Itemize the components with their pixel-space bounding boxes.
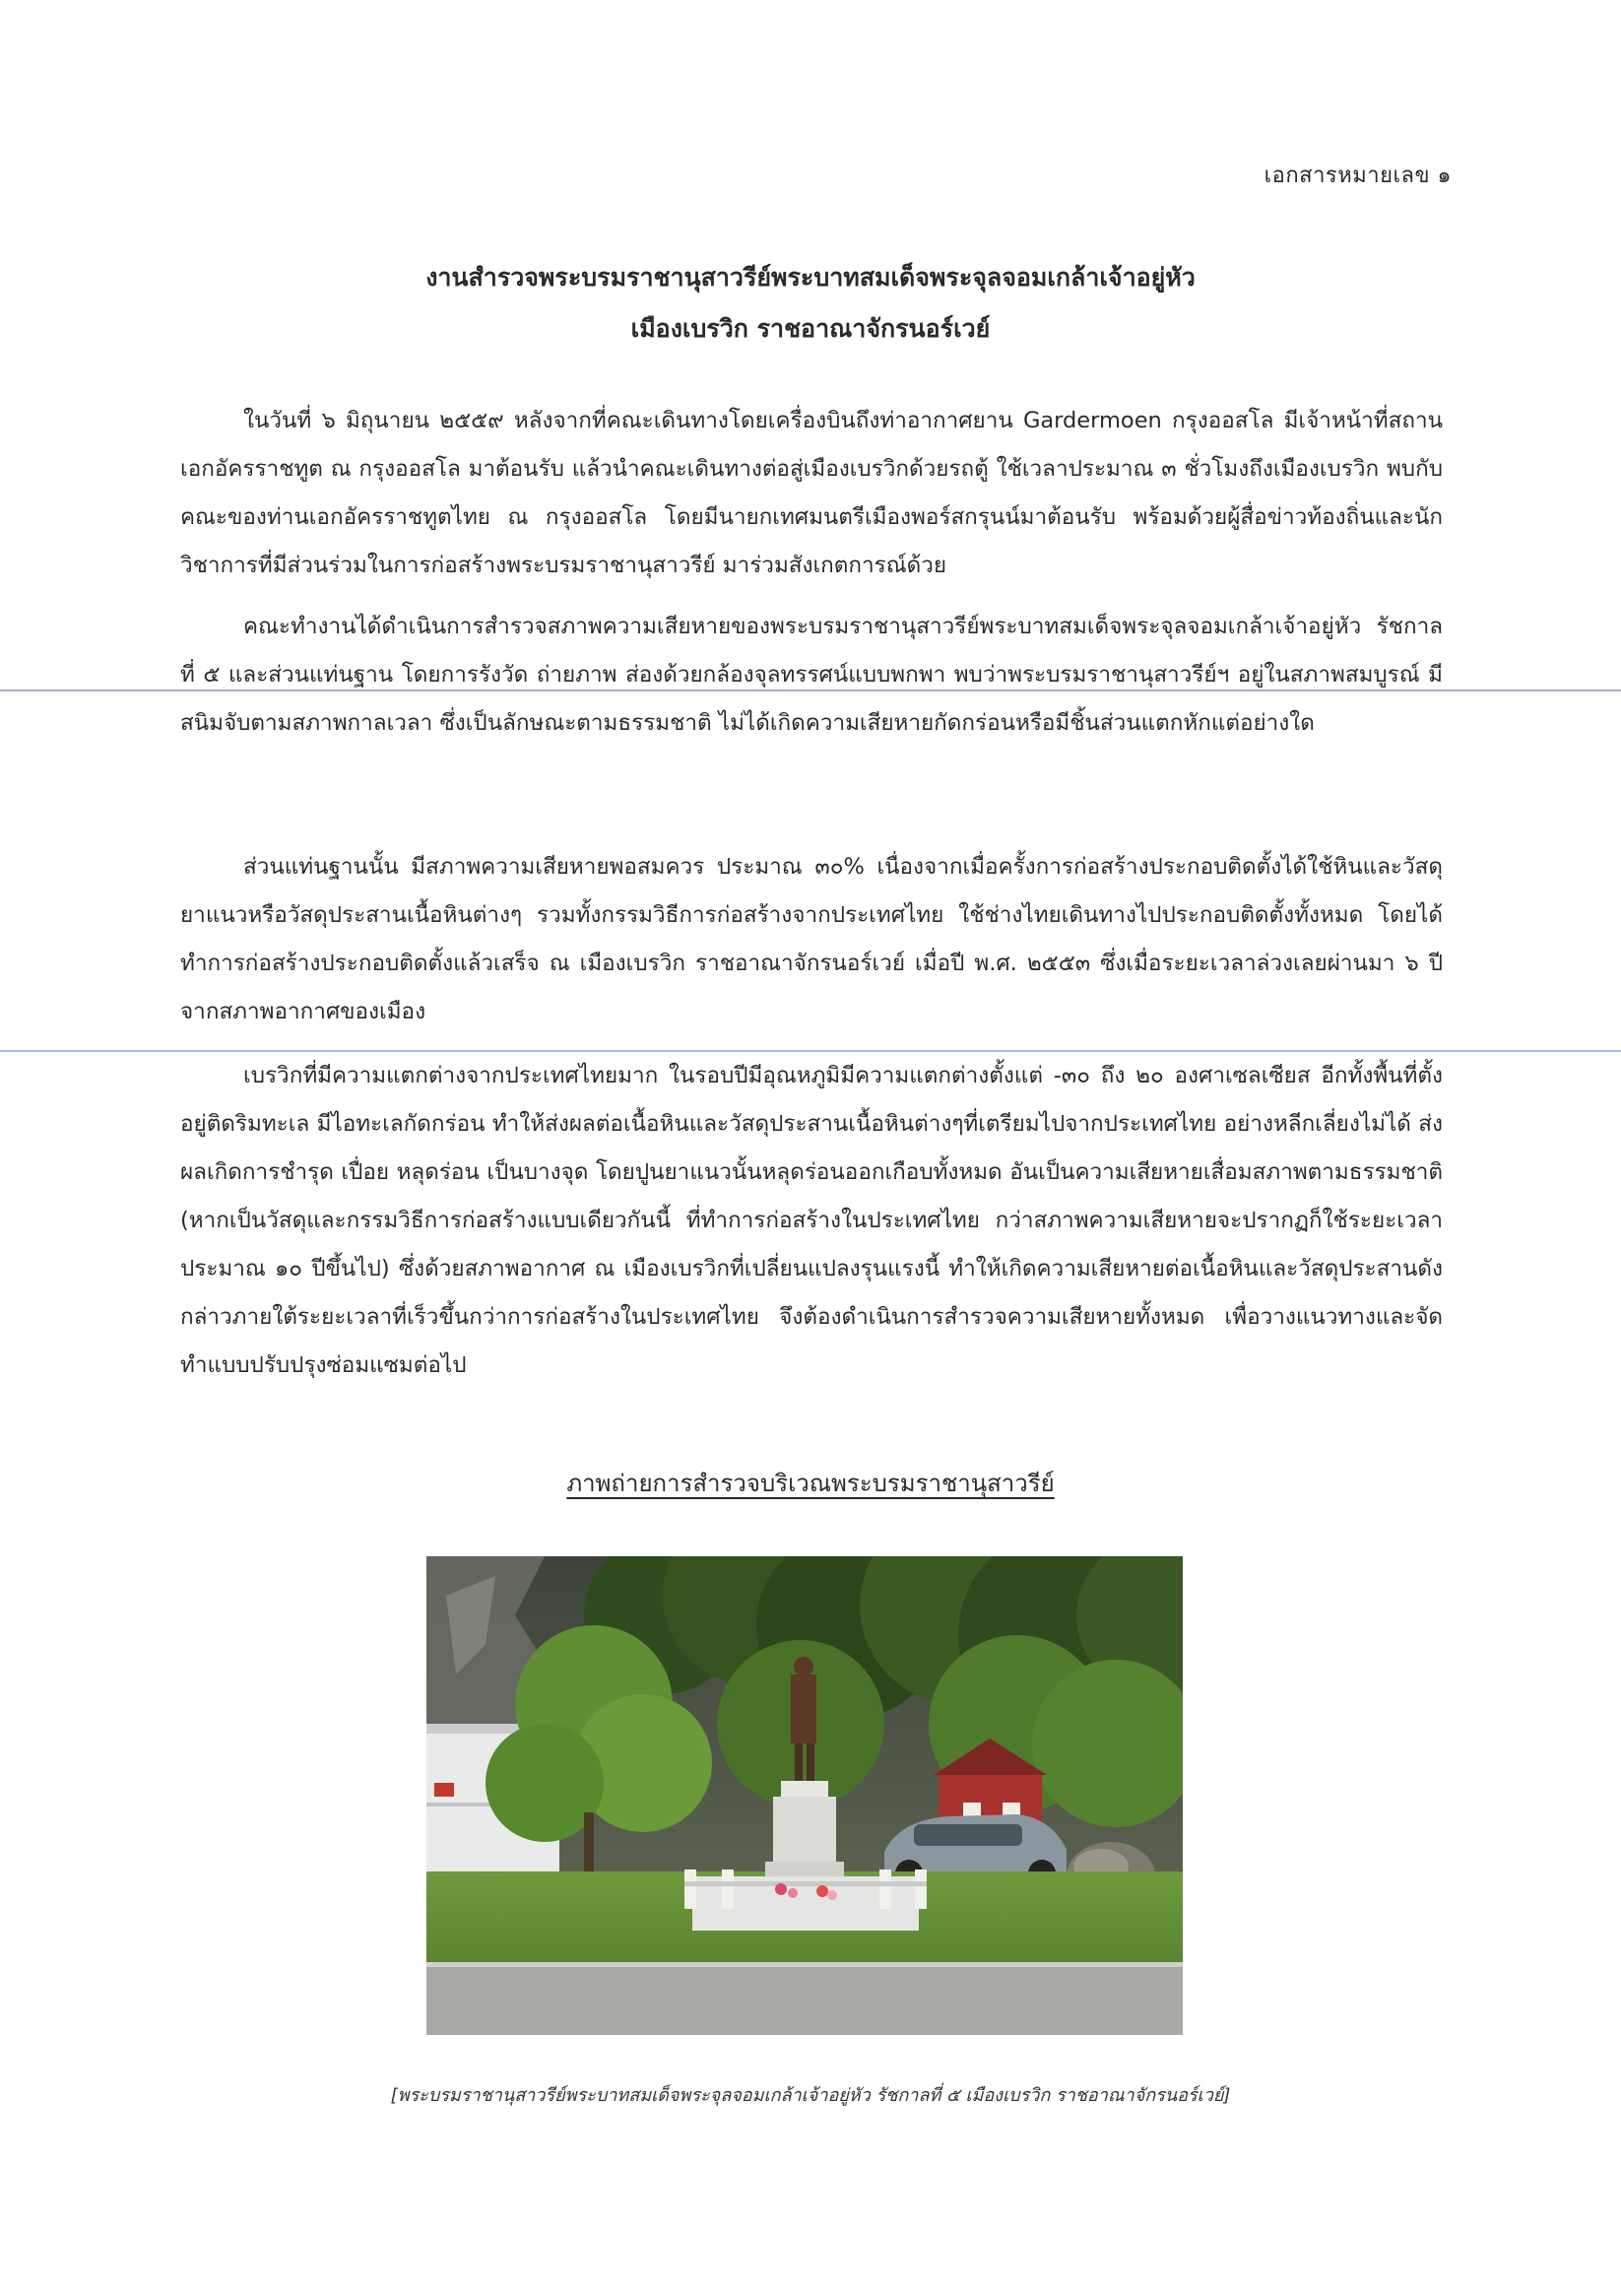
document-title: งานสำรวจพระบรมราชานุสาวรีย์พระบาทสมเด็จพระจุลจอมเกล้าเจ้าอยู่หัว (425, 263, 1196, 292)
paragraph-text: คณะทำงานได้ดำเนินการสำรวจสภาพความเสียหายของพระบรมราชานุสาวรีย์พระบาทสมเด็จพระจุลจอมเกล้าเจ้าอยู่หัว รัชกาลที่ ๕ และส่วนแท่นฐาน โดยการรังวัด ถ่ายภาพ ส่องด้วยกล้องจุลทรรศน์แบบพกพา พบว่าพระบรมราชานุสาวรีย์ฯ อยู่ในสภาพสมบูรณ์ มีสนิมจับตามสภาพกาลเวลา ซึ่งเป็นลักษณะตามธรรมชาติ ไม่ได้เกิดความเสียหายกัดกร่อนหรือมีชิ้นส่วนแตกหักแต่อย่างใด (180, 614, 1443, 736)
body-paragraph (180, 397, 1443, 590)
paragraph-text: ในวันที่ ๖ มิถุนายน ๒๕๕๙ หลังจากที่คณะเดินทางโดยเครื่องบินถึงท่าอากาศยาน Gardermoen กรุงออสโล มีเจ้าหน้าที่สถานเอกอัครราชทูต ณ กรุงออสโล มาต้อนรับ แล้วนำคณะเดินทางต่อสู่เมืองเบรวิกด้วยรถตู้ ใช้เวลาประมาณ ๓ ชั่วโมงถึงเมืองเบรวิก พบกับคณะของท่านเอกอัครราชทูตไทย ณ กรุงออสโล โดยมีนายกเทศมนตรีเมืองพอร์สกรุนน์มาต้อนรับ พร้อมด้วยผู้สื่อข่าวท้องถิ่นและนักวิชาการที่มีส่วนร่วมในการก่อสร้างพระบรมราชานุสาวรีย์ มาร่วมสังเกตการณ์ด้วย (180, 408, 1443, 578)
body-paragraph (180, 1052, 1443, 1390)
document-number: เอกสารหมายเลข ๑ (1264, 164, 1452, 188)
monument-photo (426, 1556, 1183, 2035)
body-paragraph (180, 603, 1443, 748)
photo-caption: [พระบรมราชานุสาวรีย์พระบาทสมเด็จพระจุลจอมเกล้าเจ้าอยู่หัว รัชกาลที่ ๕ เมืองเบรวิก ราชอาณาจักรนอร์เวย์] (390, 2085, 1231, 2106)
photo-section-heading: ภาพถ่ายการสำรวจบริเวณพระบรมราชานุสาวรีย์ (566, 1470, 1055, 1497)
document-subtitle: เมืองเบรวิก ราชอาณาจักรนอร์เวย์ (630, 314, 991, 343)
body-paragraph (180, 843, 1443, 1036)
paragraph-text: เบรวิกที่มีความแตกต่างจากประเทศไทยมาก ในรอบปีมีอุณหภูมิมีความแตกต่างตั้งแต่ -๓๐ ถึง ๒๐ องศาเซลเซียส อีกทั้งพื้นที่ตั้งอยู่ติดริมทะเล มีไอทะเลกัดกร่อน ทำให้ส่งผลต่อเนื้อหินและวัสดุประสานเนื้อหินต่างๆที่เตรียมไปจากประเทศไทย อย่างหลีกเลี่ยงไม่ได้ ส่งผลเกิดการชำรุด เปื่อย หลุดร่อน เป็นบางจุด โดยปูนยาแนวนั้นหลุดร่อนออกเกือบทั้งหมด อันเป็นความเสียหายเสื่อมสภาพตามธรรมชาติ (หากเป็นวัสดุและกรรมวิธีการก่อสร้างแบบเดียวกันนี้ ที่ทำการก่อสร้างในประเทศไทย กว่าสภาพความเสียหายจะปรากฏก็ใช้ระยะเวลาประมาณ ๑๐ ปีขึ้นไป) ซึ่งด้วยสภาพอากาศ ณ เมืองเบรวิกที่เปลี่ยนแปลงรุนแรงนี้ ทำให้เกิดความเสียหายต่อเนื้อหินและวัสดุประสานดังกล่าวภายใต้ระยะเวลาที่เร็วขึ้นกว่าการก่อสร้างในประเทศไทย จึงต้องดำเนินการสำรวจความเสียหายทั้งหมด เพื่อวางแนวทางและจัดทำแบบปรับปรุงซ่อมแซมต่อไป (180, 1063, 1443, 1378)
paragraph-text: ส่วนแท่นฐานนั้น มีสภาพความเสียหายพอสมควร ประมาณ ๓๐% เนื่องจากเมื่อครั้งการก่อสร้างประกอบติดตั้งได้ใช้หินและวัสดุยาแนวหรือวัสดุประสานเนื้อหินต่างๆ รวมทั้งกรรมวิธีการก่อสร้างจากประเทศไทย ใช้ช่างไทยเดินทางไปประกอบติดตั้งทั้งหมด โดยได้ทำการก่อสร้างประกอบติดตั้งแล้วเสร็จ ณ เมืองเบรวิก ราชอาณาจักรนอร์เวย์ เมื่อปี พ.ศ. ๒๕๕๓ ซึ่งเมื่อระยะเวลาล่วงเลยผ่านมา ๖ ปี จากสภาพอากาศของเมือง (180, 854, 1443, 1024)
